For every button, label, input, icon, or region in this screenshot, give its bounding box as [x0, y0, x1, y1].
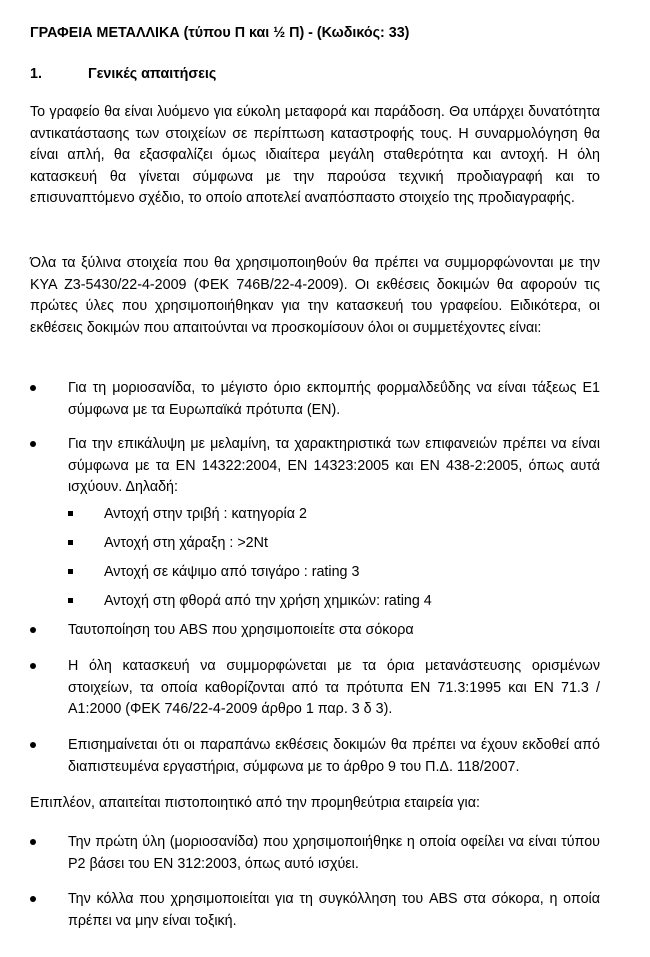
paragraph-wood-elements: Όλα τα ξύλινα στοιχεία που θα χρησιμοποιηθούν θα πρέπει να συμμορφώνονται με την ΚΥΑ Ζ3-5430/22-4-2009 (ΦΕΚ 746Β/22-4-2009). Οι εκθέσεις δοκιμών θα αφορούν τις πρώτες ύλες που χρησιμοποιήθηκαν για την κατασκευή του γραφείου. Ειδικότερα, οι εκθέσεις δοκιμών που απαιτούνται να προσκομίσουν όλοι οι συμμετέχοντες είναι:: [30, 255, 600, 336]
sub-list-item-text: Αντοχή σε κάψιμο από τσιγάρο : rating 3: [104, 564, 360, 580]
list-item: [30, 620, 600, 642]
bullet-icon: [30, 742, 36, 748]
square-bullet-icon: [68, 569, 73, 574]
list-item-text: Για την επικάλυψη με μελαμίνη, τα χαρακτηριστικά των επιφανειών πρέπει να είναι σύμφωνα με τα ΕΝ 14322:2004, ΕΝ 14323:2005 και ΕΝ 438-2:2005, όπως αυτά ισχύουν. Δηλαδή:: [68, 436, 600, 495]
document-title: ΓΡΑΦΕΙΑ ΜΕΤΑΛΛΙΚΑ (τύπου Π και ½ Π) - (Κωδικός: 33): [30, 25, 410, 41]
list-item: [30, 832, 600, 875]
list-item-text: Την κόλλα που χρησιμοποιείται για τη συγκόλληση του ABS στα σόκορα, η οποία πρέπει να μην είναι τοξική.: [68, 891, 600, 929]
square-bullet-icon: [68, 598, 73, 603]
bullet-icon: [30, 896, 36, 902]
sub-list-item: [68, 562, 600, 584]
paragraph-intro: Το γραφείο θα είναι λυόμενο για εύκολη μεταφορά και παράδοση. Θα υπάρχει δυνατότητα αντικατάστασης των στοιχείων σε περίπτωση καταστροφής τους. Η συναρμολόγηση θα είναι απλή, θα εξασφαλίζει όμως ιδιαίτερα μεγάλη σταθερότητα και αντοχή. Η όλη κατασκευή θα γίνεται σύμφωνα με την παρούσα τεχνική προδιαγραφή και το επισυναπτόμενο σχέδιο, το οποίο αποτελεί αναπόσπαστο στοιχείο της προδιαγραφής.: [30, 104, 600, 206]
list-item-text: Ταυτοποίηση του ABS που χρησιμοποιείτε στα σόκορα: [68, 622, 414, 638]
list-item-text: Για τη μοριοσανίδα, το μέγιστο όριο εκπομπής φορμαλδεΰδης να είναι τάξεως Ε1 σύμφωνα με τα Ευρωπαϊκά πρότυπα (ΕΝ).: [68, 380, 600, 418]
section-heading: [30, 66, 216, 82]
bullet-icon: [30, 627, 36, 633]
list-item-text: Την πρώτη ύλη (μοριοσανίδα) που χρησιμοποιήθηκε η οποία οφείλει να είναι τύπου Ρ2 βάσει του ΕΝ 312:2003, όπως αυτό ισχύει.: [68, 834, 600, 872]
list-item: [30, 889, 600, 932]
sub-list-item-text: Αντοχή στην τριβή : κατηγορία 2: [104, 506, 307, 522]
sub-list-item: [68, 504, 600, 526]
list-item: [30, 735, 600, 778]
list-item-text: Επισημαίνεται ότι οι παραπάνω εκθέσεις δοκιμών θα πρέπει να έχουν εκδοθεί από διαπιστευμένα εργαστήρια, σύμφωνα με το άρθρο 9 του Π.Δ. 118/2007.: [68, 737, 600, 775]
bullet-icon: [30, 385, 36, 391]
sub-list-item-text: Αντοχή στη φθορά από την χρήση χημικών: rating 4: [104, 593, 432, 609]
list-item: [30, 656, 600, 721]
square-bullet-icon: [68, 511, 73, 516]
list-item-text: Η όλη κατασκευή να συμμορφώνεται με τα όρια μετανάστευσης ορισμένων στοιχείων, τα οποία καθορίζονται από τα πρότυπα ΕΝ 71.3:1995 και ΕΝ 71.3 /Α1:2000 (ΦΕΚ 746/22-4-2009 άρθρο 1 παρ. 3 δ 3).: [68, 658, 600, 717]
sub-list-item-text: Αντοχή στη χάραξη : >2Nt: [104, 535, 268, 551]
bullet-icon: [30, 839, 36, 845]
paragraph-certificate: Επιπλέον, απαιτείται πιστοποιητικό από την προμηθεύτρια εταιρεία για:: [30, 795, 480, 811]
bullet-icon: [30, 663, 36, 669]
sub-list-item: [68, 591, 600, 613]
section-number: 1.: [30, 66, 42, 82]
list-item: [30, 378, 600, 421]
sub-list-item: [68, 533, 600, 555]
list-item: [30, 434, 600, 499]
section-title: Γενικές απαιτήσεις: [88, 66, 217, 82]
bullet-icon: [30, 441, 36, 447]
square-bullet-icon: [68, 540, 73, 545]
